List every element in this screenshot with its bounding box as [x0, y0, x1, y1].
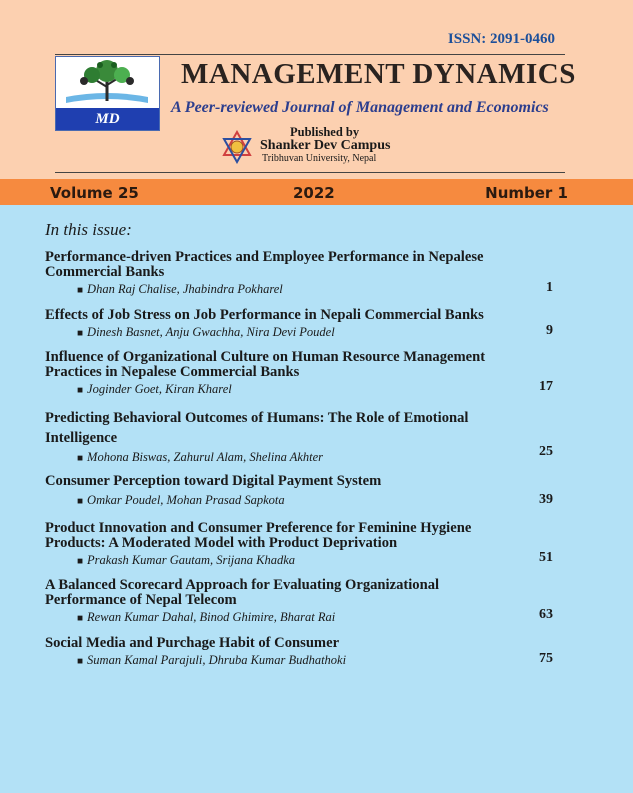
article-authors: ■ Prakash Kumar Gautam, Srijana Khadka [77, 553, 296, 567]
article-authors: ■ Dhan Raj Chalise, Jhabindra Pokharel [77, 282, 283, 296]
year-label: 2022 [293, 184, 335, 202]
article-title: A Balanced Scorecard Approach for Evaluating Organizational Performance of Nepal Telecom [45, 577, 440, 608]
campus-name: Shanker Dev Campus [260, 138, 391, 153]
article-authors: ■ Dinesh Basnet, Anju Gwachha, Nira Devi Poudel [77, 325, 335, 339]
article-7[interactable] [45, 578, 605, 625]
issue-band [0, 179, 633, 205]
logo-text: MD [56, 108, 159, 130]
article-4[interactable] [45, 408, 605, 465]
journal-logo [55, 56, 160, 131]
university-name: Tribhuvan University, Nepal [262, 153, 377, 164]
article-page: 1 [546, 280, 553, 295]
article-title: Influence of Organizational Culture on Human Resource Management Practices in Nepalese Commercial Banks [45, 349, 486, 380]
article-title: Effects of Job Stress on Job Performance in Nepali Commercial Banks [45, 307, 484, 323]
article-page: 75 [539, 651, 553, 666]
article-page: 9 [546, 323, 553, 338]
article-authors: ■ Mohona Biswas, Zahurul Alam, Shelina Akhter [77, 450, 324, 464]
article-title: Product Innovation and Consumer Preference for Feminine Hygiene Products: A Moderated Model with Product Deprivation [45, 520, 472, 551]
header-rule-bottom [55, 172, 565, 173]
in-this-issue-heading: In this issue: [45, 220, 132, 239]
article-6[interactable] [45, 521, 605, 568]
article-authors: ■ Rewan Kumar Dahal, Binod Ghimire, Bharat Rai [77, 610, 336, 624]
issn: ISSN: 2091-0460 [447, 31, 555, 47]
published-by: Published by [290, 125, 360, 139]
article-page: 63 [539, 607, 553, 622]
article-title: Social Media and Purchage Habit of Consumer [45, 635, 340, 651]
tree-book-icon [56, 57, 159, 109]
article-page: 25 [539, 444, 553, 459]
article-title: Performance-driven Practices and Employee Performance in Nepalese Commercial Banks [45, 249, 484, 280]
article-5[interactable] [45, 474, 605, 508]
article-page: 17 [539, 379, 553, 394]
article-1[interactable] [45, 250, 605, 297]
article-3[interactable] [45, 350, 605, 397]
number-label: Number 1 [485, 184, 568, 202]
article-page: 51 [539, 550, 553, 565]
journal-title: MANAGEMENT DYNAMICS [181, 58, 576, 90]
campus-emblem-icon [220, 130, 254, 164]
article-authors: ■ Suman Kamal Parajuli, Dhruba Kumar Budhathoki [77, 653, 347, 667]
article-authors: ■ Omkar Poudel, Mohan Prasad Sapkota [77, 493, 285, 507]
journal-subtitle: A Peer-reviewed Journal of Management and Economics [171, 99, 549, 116]
article-2[interactable] [45, 308, 605, 340]
article-8[interactable] [45, 636, 605, 668]
article-title: Predicting Behavioral Outcomes of Humans: The Role of Emotional Intelligence [45, 410, 469, 446]
article-title: Consumer Perception toward Digital Payment System [45, 473, 382, 489]
header-rule-top [55, 54, 565, 55]
volume-label: Volume 25 [50, 184, 139, 202]
article-page: 39 [539, 492, 553, 507]
article-authors: ■ Joginder Goet, Kiran Kharel [77, 382, 232, 396]
